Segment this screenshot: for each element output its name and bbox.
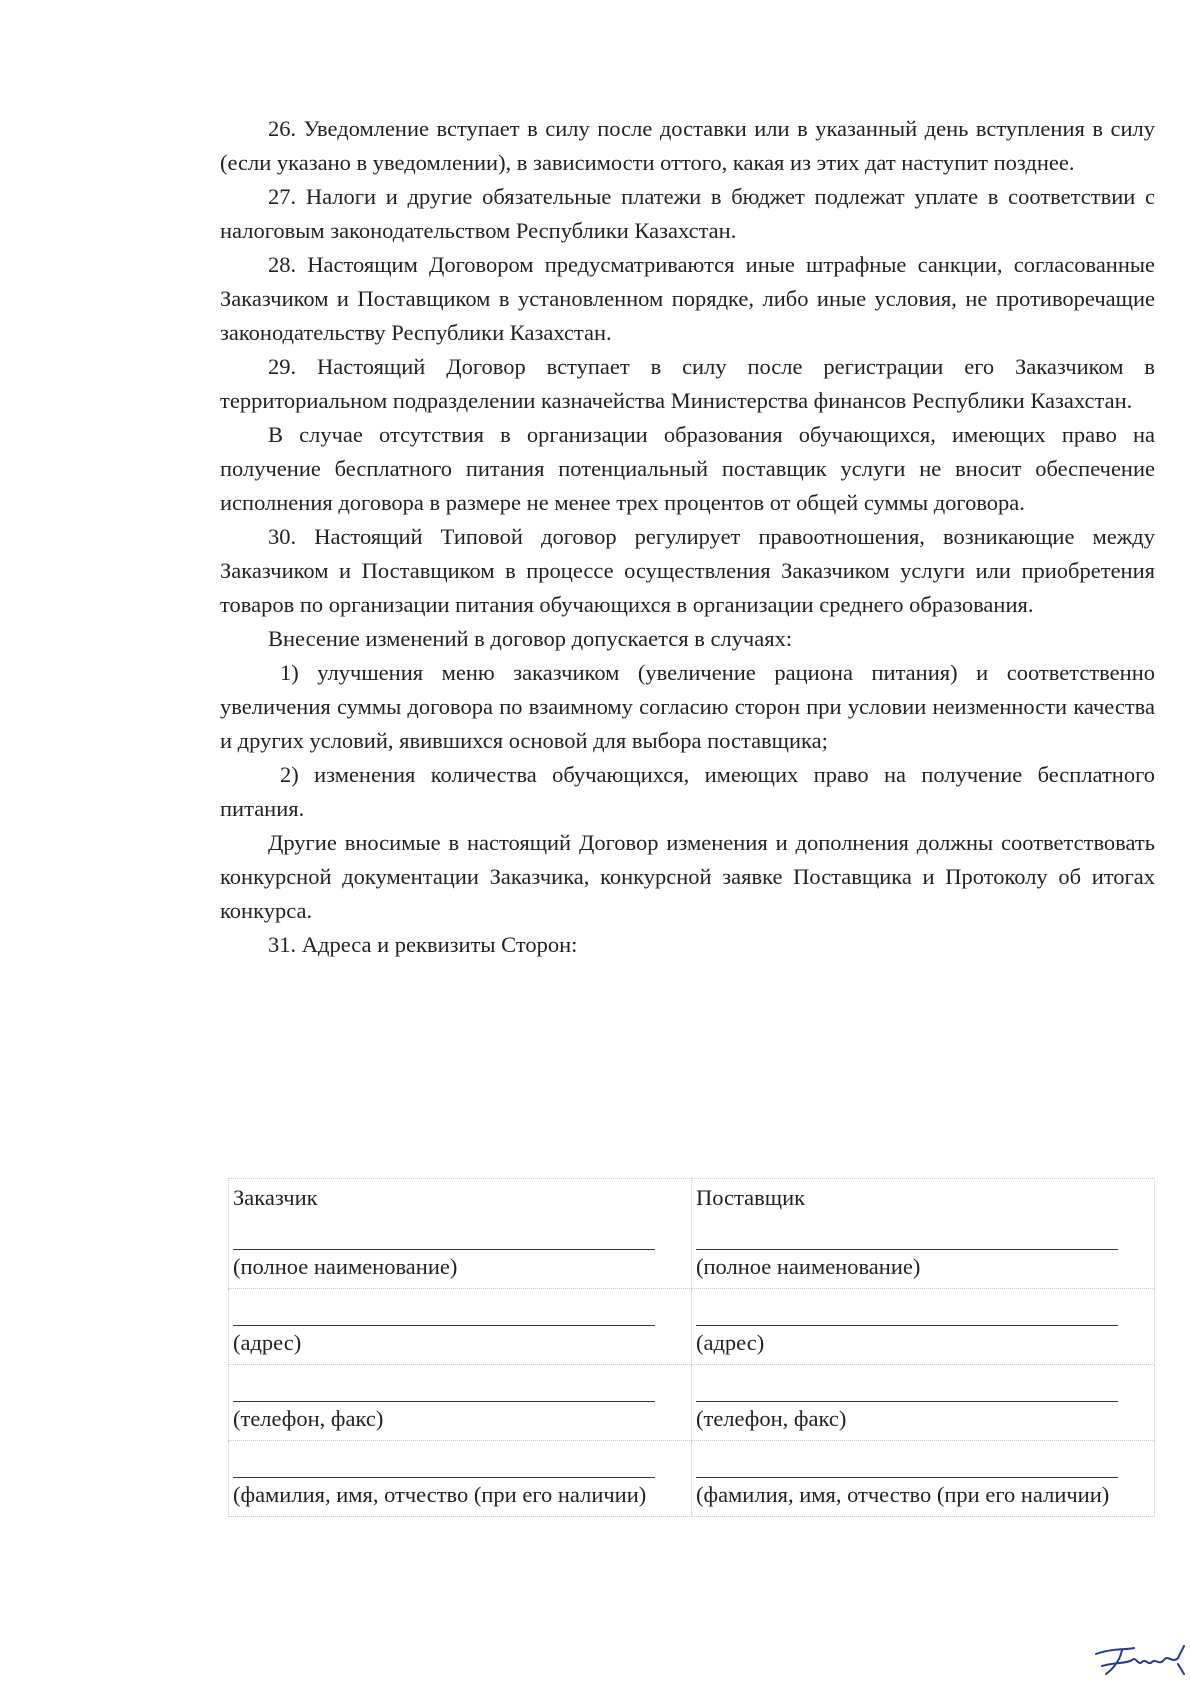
customer-person-line <box>233 1443 655 1478</box>
clause-27: 27. Налоги и другие обязательные платежи в бюджет подлежат уплате в соответствии с налоговым законодательством Республики Казахстан. <box>220 184 1155 243</box>
handwritten-signature <box>1092 1640 1187 1685</box>
clause-29: 29. Настоящий Договор вступает в силу после регистрации его Заказчиком в территориальном подразделении казначейства Министерства финансов Республики Казахстан. <box>220 354 1155 413</box>
customer-address-label: (адрес) <box>233 1330 302 1355</box>
supplier-name-line <box>696 1215 1118 1250</box>
clause-28: 28. Настоящим Договором предусматриваются иные штрафные санкции, согласованные Заказчиком и Поставщиком в установленном порядке, либо иные условия, не противоречащие законодательству Республики Казахстан. <box>220 252 1155 345</box>
supplier-title: Поставщик <box>696 1185 806 1210</box>
supplier-phone-label: (телефон, факс) <box>696 1406 847 1431</box>
customer-phone-line <box>233 1367 655 1402</box>
clause-31: 31. Адреса и реквизиты Сторон: <box>268 932 578 957</box>
other-amendments: Другие вносимые в настоящий Договор изменения и дополнения должны соответствовать конкурсной документации Заказчика, конкурсной заявке Поставщика и Протоколу об итогах конкурса. <box>220 830 1155 923</box>
supplier-address-cell <box>692 1289 1155 1365</box>
customer-title: Заказчик <box>233 1185 318 1210</box>
amendment-case-2: 2) изменения количества обучающихся, имеющих право на получение бесплатного питания. <box>220 762 1155 821</box>
supplier-person-line <box>696 1443 1118 1478</box>
requisites-table <box>228 1178 1155 1517</box>
clause-30: 30. Настоящий Типовой договор регулирует правоотношения, возникающие между Заказчиком и Поставщиком в процессе осуществления Заказчиком услуги или приобретения товаров по организации питания обучающихся в организации среднего образования. <box>220 524 1155 617</box>
supplier-address-label: (адрес) <box>696 1330 765 1355</box>
customer-phone-label: (телефон, факс) <box>233 1406 384 1431</box>
customer-name-label: (полное наименование) <box>233 1254 458 1279</box>
document-body <box>220 112 1155 962</box>
customer-person-label: (фамилия, имя, отчество (при его наличии) <box>233 1482 647 1507</box>
supplier-name-label: (полное наименование) <box>696 1254 921 1279</box>
amendment-case-1: 1) улучшения меню заказчиком (увеличение рациона питания) и соответственно увеличения суммы договора по взаимному согласию сторон при условии неизменности качества и других условий, явившихся основой для выбора поставщика; <box>220 660 1155 753</box>
customer-address-line <box>233 1291 655 1326</box>
supplier-phone-line <box>696 1367 1118 1402</box>
clause-29-note: В случае отсутствия в организации образования обучающихся, имеющих право на получение бесплатного питания потенциальный поставщик услуги не вносит обеспечение исполнения договора в размере не менее трех процентов от общей суммы договора. <box>220 422 1155 515</box>
customer-name-cell <box>229 1179 692 1289</box>
supplier-name-cell <box>692 1179 1155 1289</box>
customer-person-cell <box>229 1441 692 1517</box>
customer-address-cell <box>229 1289 692 1365</box>
clause-26: 26. Уведомление вступает в силу после доставки или в указанный день вступления в силу (если указано в уведомлении), в зависимости оттого, какая из этих дат наступит позднее. <box>220 116 1155 175</box>
customer-name-line <box>233 1215 655 1250</box>
supplier-address-line <box>696 1291 1118 1326</box>
supplier-person-cell <box>692 1441 1155 1517</box>
customer-phone-cell <box>229 1365 692 1441</box>
supplier-person-label: (фамилия, имя, отчество (при его наличии) <box>696 1482 1110 1507</box>
supplier-phone-cell <box>692 1365 1155 1441</box>
amendments-intro: Внесение изменений в договор допускается в случаях: <box>268 626 793 651</box>
